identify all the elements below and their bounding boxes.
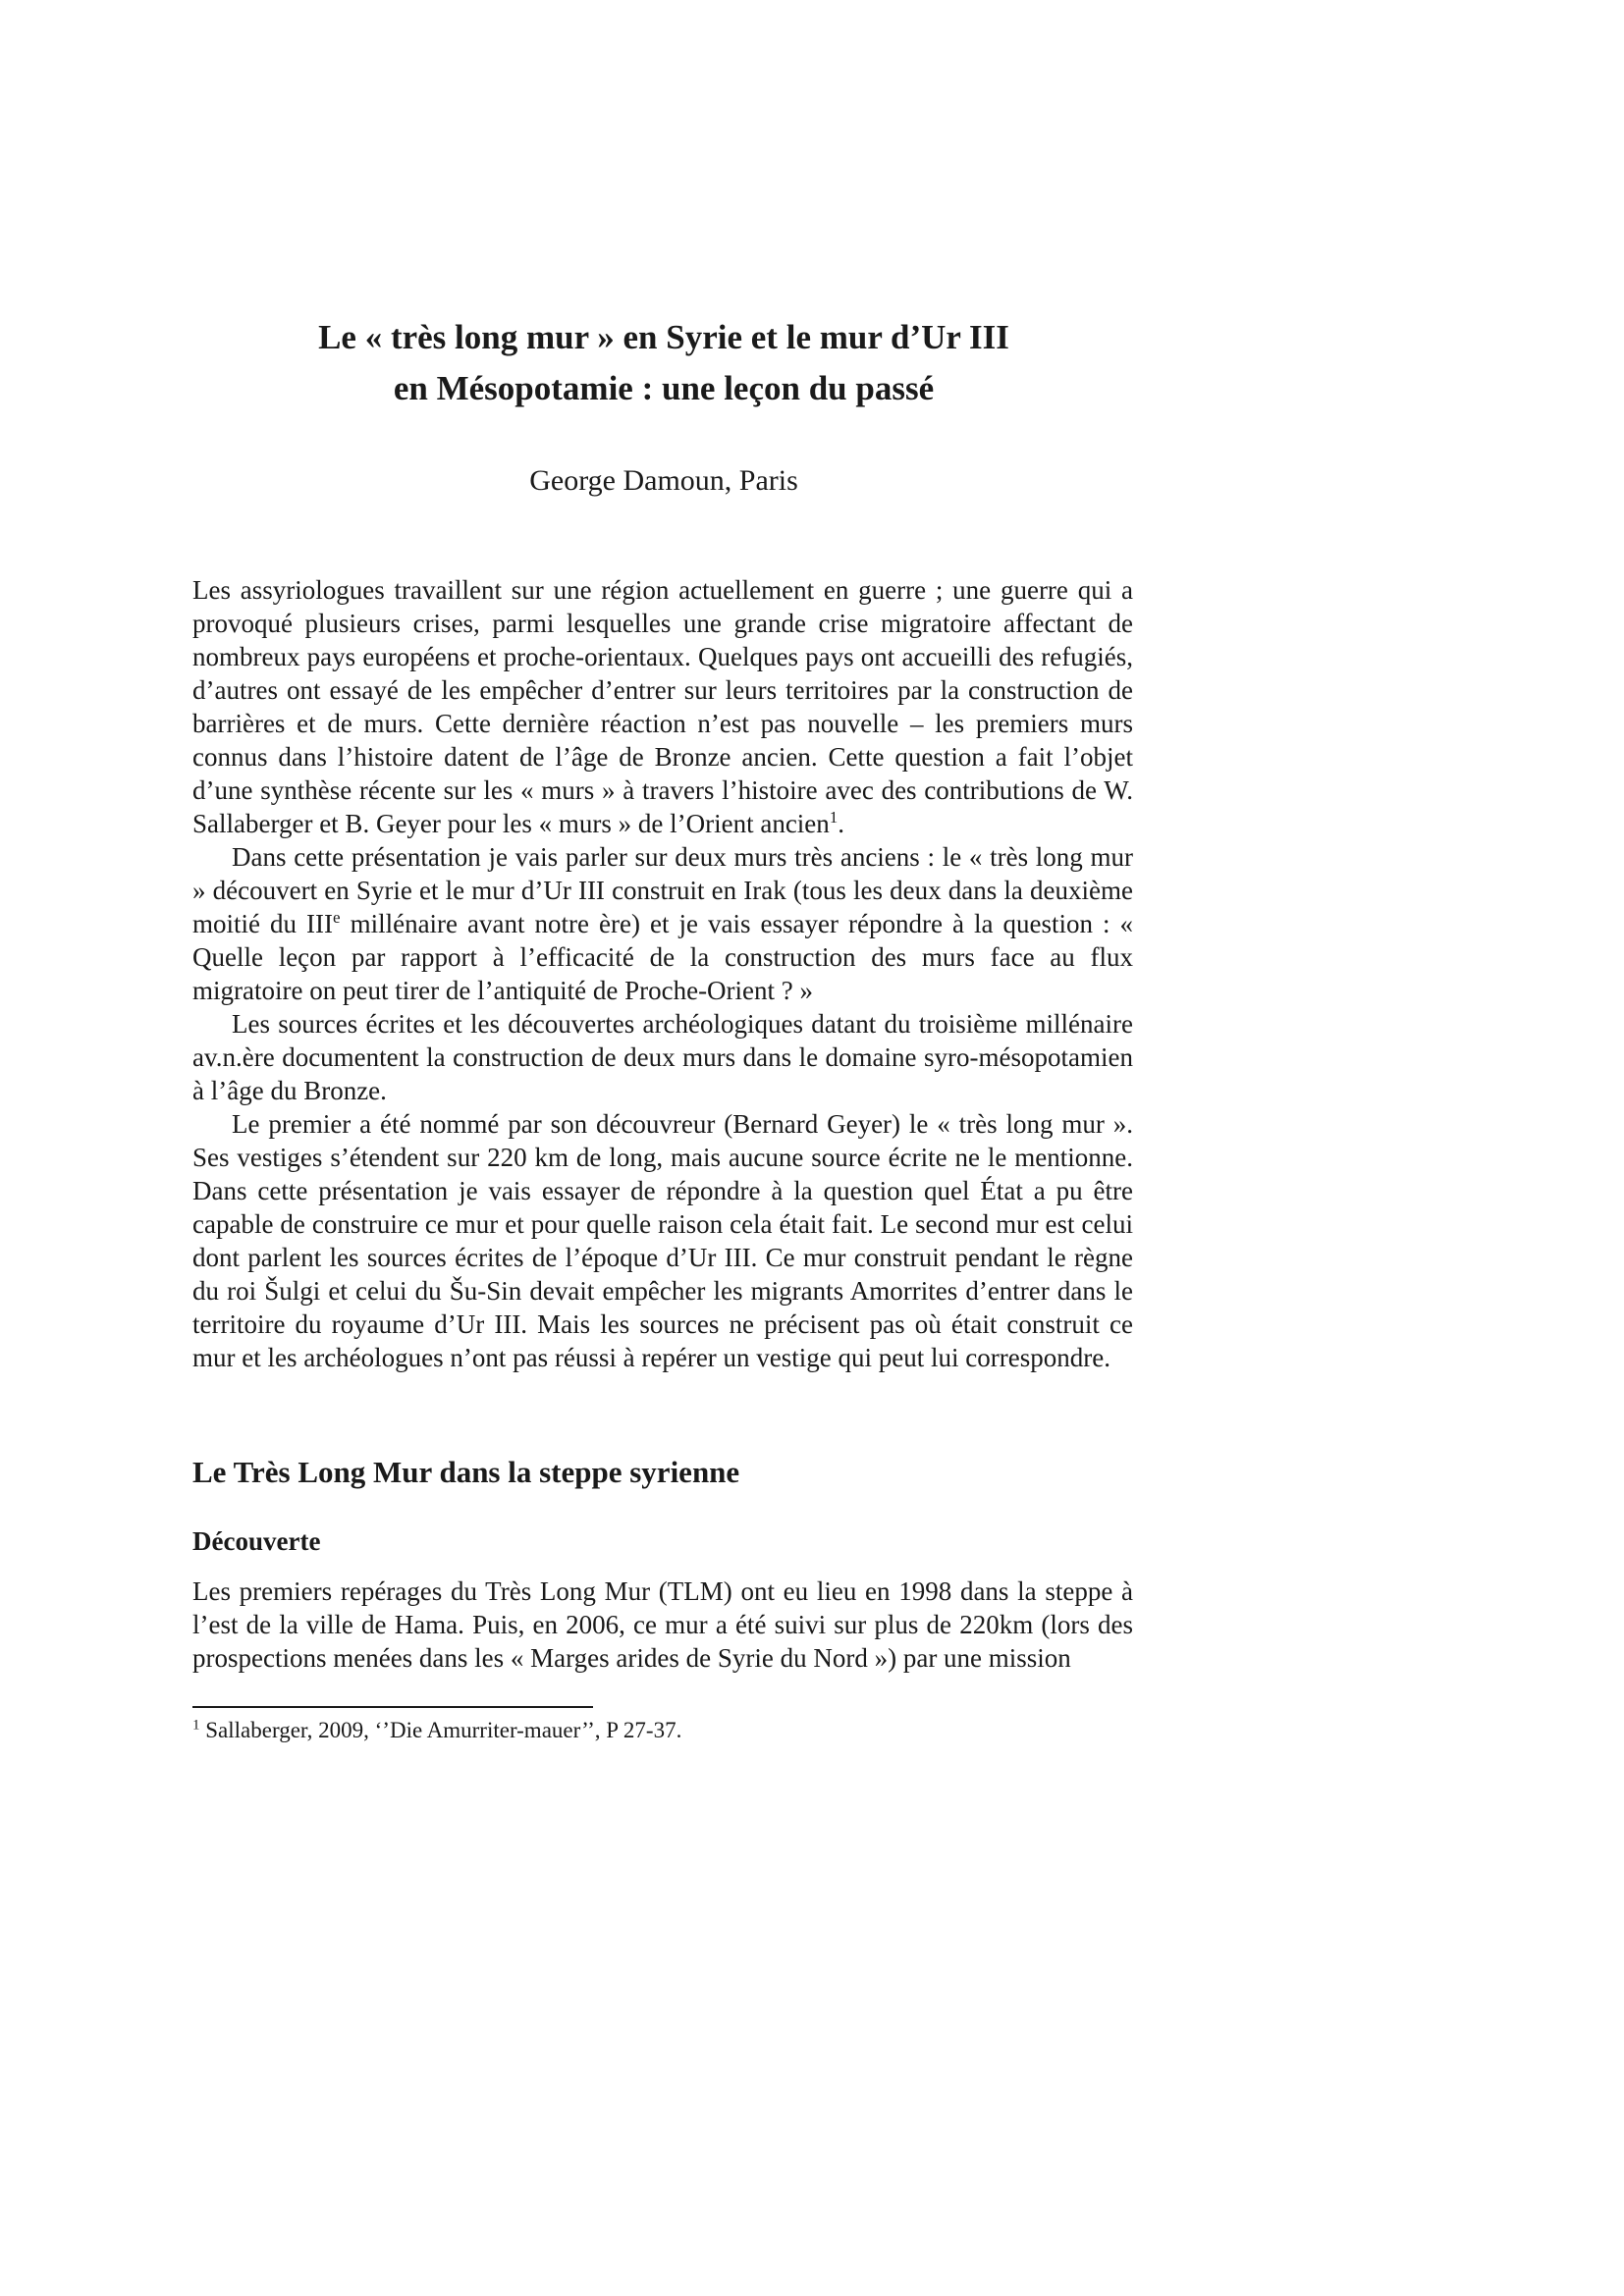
introduction-section [192, 573, 1133, 1374]
paragraph-4: Le premier a été nommé par son découvreur (Bernard Geyer) le « très long mur ». Ses vestiges s’étendent sur 220 km de long, mais aucune source écrite ne le mentionne. Dans cette présentation je vais essayer de répondre à la question quel État a pu être capable de construire ce mur et pour quelle raison cela était fait. Le second mur est celui dont parlent les sources écrites de l’époque d’Ur III. Ce mur construit pendant le règne du roi Šulgi et celui du Šu-Sin devait empêcher les migrants Amorrites d’entrer dans le territoire du royaume d’Ur III. Mais les sources ne précisent pas où était construit ce mur et les archéologues n’ont pas réussi à repérer un vestige qui peut lui correspondre. [192, 1109, 1133, 1372]
paragraph-1 [192, 573, 1133, 840]
title-line-1: Le « très long mur » en Syrie et le mur d’Ur III [318, 318, 1009, 356]
footnote-divider [192, 1706, 593, 1708]
article-title [192, 312, 1135, 414]
author-line: George Damoun, Paris [529, 464, 798, 497]
paragraph-2-text-b: millénaire avant notre ère) et je vais essayer répondre à la question : « Quelle leçon par rapport à l’efficacité de la construction des murs face au flux migratoire on peut tirer de l’antiquité de Proche-Orient ? » [192, 909, 1134, 1005]
footnote-ref-1: 1 [829, 808, 839, 827]
footnote-number: 1 [192, 1717, 200, 1734]
paragraph-1-end: . [838, 809, 845, 838]
discovery-section [192, 1575, 1133, 1675]
paragraph-2-text-a: Dans cette présentation je vais parler sur deux murs très anciens : le « très long mur » découvert en Syrie et le mur d’Ur III construit en Irak (tous les deux dans la deuxième moitié du III [192, 842, 1133, 938]
subsection-heading: Découverte [192, 1526, 321, 1556]
footnote [192, 1716, 1133, 1745]
discovery-paragraph: Les premiers repérages du Très Long Mur (TLM) ont eu lieu en 1998 dans la steppe à l’est de la ville de Hama. Puis, en 2006, ce mur a été suivi sur plus de 220km (lors des prospections menées dans les « Marges arides de Syrie du Nord ») par une mission [192, 1576, 1133, 1673]
paragraph-2 [192, 840, 1133, 1007]
paragraph-3: Les sources écrites et les découvertes archéologiques datant du troisième millénaire av.n.ère documentent la construction de deux murs dans le domaine syro-mésopotamien à l’âge du Bronze. [192, 1009, 1133, 1105]
superscript-e: e [333, 908, 341, 927]
footnote-text: Sallaberger, 2009, ‘’Die Amurriter-mauer’’, P 27-37. [199, 1718, 682, 1742]
section-heading: Le Très Long Mur dans la steppe syrienne [192, 1455, 740, 1489]
paragraph-1-text: Les assyriologues travaillent sur une région actuellement en guerre ; une guerre qui a provoqué plusieurs crises, parmi lesquelles une grande crise migratoire affectant de nombreux pays européens et proche-orientaux. Quelques pays ont accueilli des refugiés, d’autres ont essayé de les empêcher d’entrer sur leurs territoires par la construction de barrières et de murs. Cette dernière réaction n’est pas nouvelle – les premiers murs connus dans l’histoire datent de l’âge de Bronze ancien. Cette question a fait l’objet d’une synthèse récente sur les « murs » à travers l’histoire avec des contributions de W. Sallaberger et B. Geyer pour les « murs » de l’Orient ancien [192, 575, 1133, 838]
title-line-2: en Mésopotamie : une leçon du passé [393, 369, 935, 407]
